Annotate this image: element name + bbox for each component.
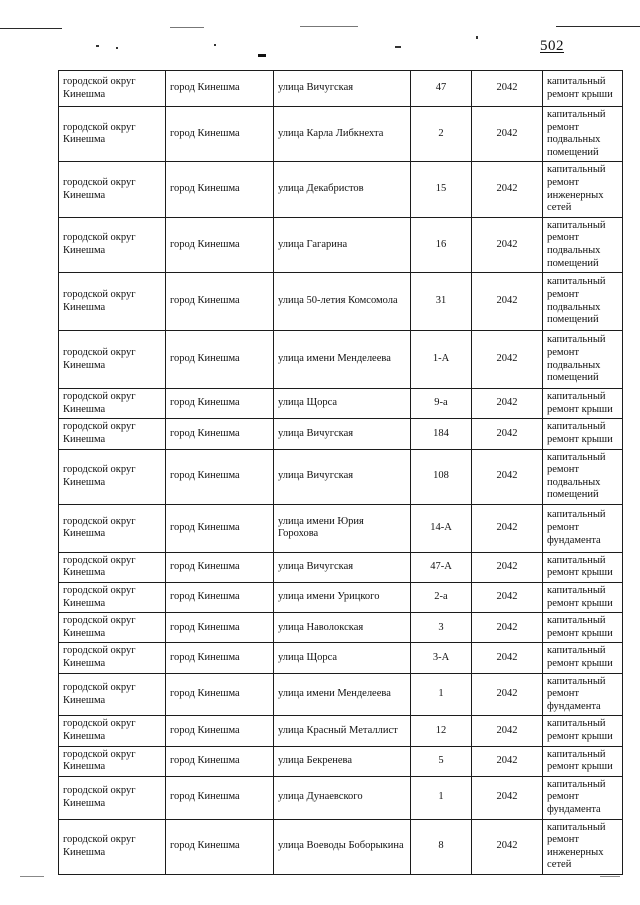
city-cell: город Кинешма (166, 673, 274, 716)
street-cell: улица Гагарина (274, 217, 411, 272)
repair-type-cell: капитальный ремонт подвальных помещений (543, 273, 623, 331)
municipal-district-cell: городской округ Кинешма (59, 389, 166, 419)
table-row (59, 673, 623, 716)
street-cell: улица имени Урицкого (274, 583, 411, 613)
house-number-cell: 3-А (411, 643, 472, 673)
street-cell: улица имени Юрия Горохова (274, 504, 411, 552)
city-cell: город Кинешма (166, 819, 274, 874)
city-cell: город Кинешма (166, 504, 274, 552)
house-number-cell: 12 (411, 716, 472, 746)
city-cell: город Кинешма (166, 331, 274, 389)
house-number-cell: 184 (411, 419, 472, 449)
street-cell: улица Декабристов (274, 162, 411, 217)
municipal-district-cell: городской округ Кинешма (59, 331, 166, 389)
municipal-district-cell: городской округ Кинешма (59, 583, 166, 613)
year-cell: 2042 (472, 746, 543, 776)
house-number-cell: 1 (411, 776, 472, 819)
municipal-district-cell: городской округ Кинешма (59, 552, 166, 582)
year-cell: 2042 (472, 273, 543, 331)
table-row (59, 643, 623, 673)
city-cell: город Кинешма (166, 107, 274, 162)
year-cell: 2042 (472, 583, 543, 613)
table-row (59, 746, 623, 776)
table-row (59, 449, 623, 504)
year-cell: 2042 (472, 504, 543, 552)
year-cell: 2042 (472, 419, 543, 449)
street-cell: улица имени Менделеева (274, 673, 411, 716)
repair-type-cell: капитальный ремонт крыши (543, 746, 623, 776)
house-number-cell: 2-а (411, 583, 472, 613)
year-cell: 2042 (472, 389, 543, 419)
repair-type-cell: капитальный ремонт крыши (543, 643, 623, 673)
table-row (59, 819, 623, 874)
table-row (59, 273, 623, 331)
house-number-cell: 47 (411, 71, 472, 107)
table-row (59, 389, 623, 419)
table-row (59, 217, 623, 272)
scan-artifact-line (300, 26, 358, 27)
municipal-district-cell: городской округ Кинешма (59, 776, 166, 819)
street-cell: улица Вичугская (274, 552, 411, 582)
city-cell: город Кинешма (166, 746, 274, 776)
repair-type-cell: капитальный ремонт крыши (543, 613, 623, 643)
repair-type-cell: капитальный ремонт подвальных помещений (543, 107, 623, 162)
house-number-cell: 8 (411, 819, 472, 874)
repair-type-cell: капитальный ремонт крыши (543, 552, 623, 582)
scan-artifact-line (170, 27, 204, 28)
year-cell: 2042 (472, 331, 543, 389)
table-row (59, 552, 623, 582)
year-cell: 2042 (472, 819, 543, 874)
scan-artifact-line (556, 26, 640, 27)
city-cell: город Кинешма (166, 583, 274, 613)
page-number: 502 (540, 38, 564, 54)
city-cell: город Кинешма (166, 389, 274, 419)
municipal-district-cell: городской округ Кинешма (59, 71, 166, 107)
municipal-district-cell: городской округ Кинешма (59, 449, 166, 504)
street-cell: улица Воеводы Боборыкина (274, 819, 411, 874)
year-cell: 2042 (472, 107, 543, 162)
municipal-district-cell: городской округ Кинешма (59, 643, 166, 673)
municipal-district-cell: городской округ Кинешма (59, 716, 166, 746)
city-cell: город Кинешма (166, 776, 274, 819)
city-cell: город Кинешма (166, 552, 274, 582)
municipal-district-cell: городской округ Кинешма (59, 217, 166, 272)
scan-artifact-line (20, 876, 44, 877)
street-cell: улица Бекренева (274, 746, 411, 776)
table-row (59, 504, 623, 552)
municipal-district-cell: городской округ Кинешма (59, 504, 166, 552)
year-cell: 2042 (472, 449, 543, 504)
house-number-cell: 2 (411, 107, 472, 162)
house-number-cell: 31 (411, 273, 472, 331)
scan-artifact-line (600, 876, 620, 877)
year-cell: 2042 (472, 552, 543, 582)
municipal-district-cell: городской округ Кинешма (59, 273, 166, 331)
city-cell: город Кинешма (166, 716, 274, 746)
house-number-cell: 15 (411, 162, 472, 217)
repair-type-cell: капитальный ремонт крыши (543, 389, 623, 419)
city-cell: город Кинешма (166, 449, 274, 504)
scan-artifact-dot (476, 36, 478, 39)
table-row (59, 716, 623, 746)
repair-type-cell: капитальный ремонт крыши (543, 71, 623, 107)
year-cell: 2042 (472, 613, 543, 643)
repair-type-cell: капитальный ремонт инженерных сетей (543, 162, 623, 217)
scan-artifact-line (0, 28, 62, 29)
repair-type-cell: капитальный ремонт инженерных сетей (543, 819, 623, 874)
street-cell: улица Щорса (274, 389, 411, 419)
year-cell: 2042 (472, 162, 543, 217)
city-cell: город Кинешма (166, 613, 274, 643)
street-cell: улица Наволокская (274, 613, 411, 643)
house-number-cell: 1 (411, 673, 472, 716)
repair-type-cell: капитальный ремонт подвальных помещений (543, 331, 623, 389)
house-number-cell: 3 (411, 613, 472, 643)
house-number-cell: 16 (411, 217, 472, 272)
year-cell: 2042 (472, 217, 543, 272)
house-number-cell: 108 (411, 449, 472, 504)
city-cell: город Кинешма (166, 273, 274, 331)
table-row (59, 776, 623, 819)
house-number-cell: 1-А (411, 331, 472, 389)
repair-type-cell: капитальный ремонт крыши (543, 419, 623, 449)
municipal-district-cell: городской округ Кинешма (59, 746, 166, 776)
scan-artifact-dot (214, 44, 216, 46)
repair-type-cell: капитальный ремонт крыши (543, 583, 623, 613)
city-cell: город Кинешма (166, 71, 274, 107)
scan-artifact-dot (116, 47, 118, 49)
repair-type-cell: капитальный ремонт подвальных помещений (543, 449, 623, 504)
table-row (59, 71, 623, 107)
table-row (59, 107, 623, 162)
repair-type-cell: капитальный ремонт фундамента (543, 504, 623, 552)
street-cell: улица Дунаевского (274, 776, 411, 819)
repair-type-cell: капитальный ремонт фундамента (543, 776, 623, 819)
house-number-cell: 14-А (411, 504, 472, 552)
city-cell: город Кинешма (166, 643, 274, 673)
house-number-cell: 5 (411, 746, 472, 776)
municipal-district-cell: городской округ Кинешма (59, 613, 166, 643)
table-row (59, 583, 623, 613)
house-number-cell: 47-А (411, 552, 472, 582)
street-cell: улица Вичугская (274, 419, 411, 449)
year-cell: 2042 (472, 716, 543, 746)
street-cell: улица Вичугская (274, 71, 411, 107)
housing-repair-table (58, 70, 623, 875)
repair-type-cell: капитальный ремонт подвальных помещений (543, 217, 623, 272)
table-body (59, 71, 623, 875)
municipal-district-cell: городской округ Кинешма (59, 419, 166, 449)
city-cell: город Кинешма (166, 419, 274, 449)
street-cell: улица Красный Металлист (274, 716, 411, 746)
city-cell: город Кинешма (166, 162, 274, 217)
street-cell: улица 50-летия Комсомола (274, 273, 411, 331)
house-number-cell: 9-а (411, 389, 472, 419)
municipal-district-cell: городской округ Кинешма (59, 673, 166, 716)
street-cell: улица Вичугская (274, 449, 411, 504)
year-cell: 2042 (472, 71, 543, 107)
year-cell: 2042 (472, 643, 543, 673)
street-cell: улица Щорса (274, 643, 411, 673)
repair-type-cell: капитальный ремонт фундамента (543, 673, 623, 716)
city-cell: город Кинешма (166, 217, 274, 272)
scan-artifact-dot (258, 54, 266, 57)
table-row (59, 613, 623, 643)
year-cell: 2042 (472, 673, 543, 716)
municipal-district-cell: городской округ Кинешма (59, 162, 166, 217)
table-row (59, 419, 623, 449)
scan-artifact-dot (395, 46, 401, 48)
municipal-district-cell: городской округ Кинешма (59, 107, 166, 162)
street-cell: улица имени Менделеева (274, 331, 411, 389)
street-cell: улица Карла Либкнехта (274, 107, 411, 162)
table-row (59, 162, 623, 217)
repair-type-cell: капитальный ремонт крыши (543, 716, 623, 746)
scan-artifact-dot (96, 45, 99, 47)
year-cell: 2042 (472, 776, 543, 819)
municipal-district-cell: городской округ Кинешма (59, 819, 166, 874)
table-row (59, 331, 623, 389)
